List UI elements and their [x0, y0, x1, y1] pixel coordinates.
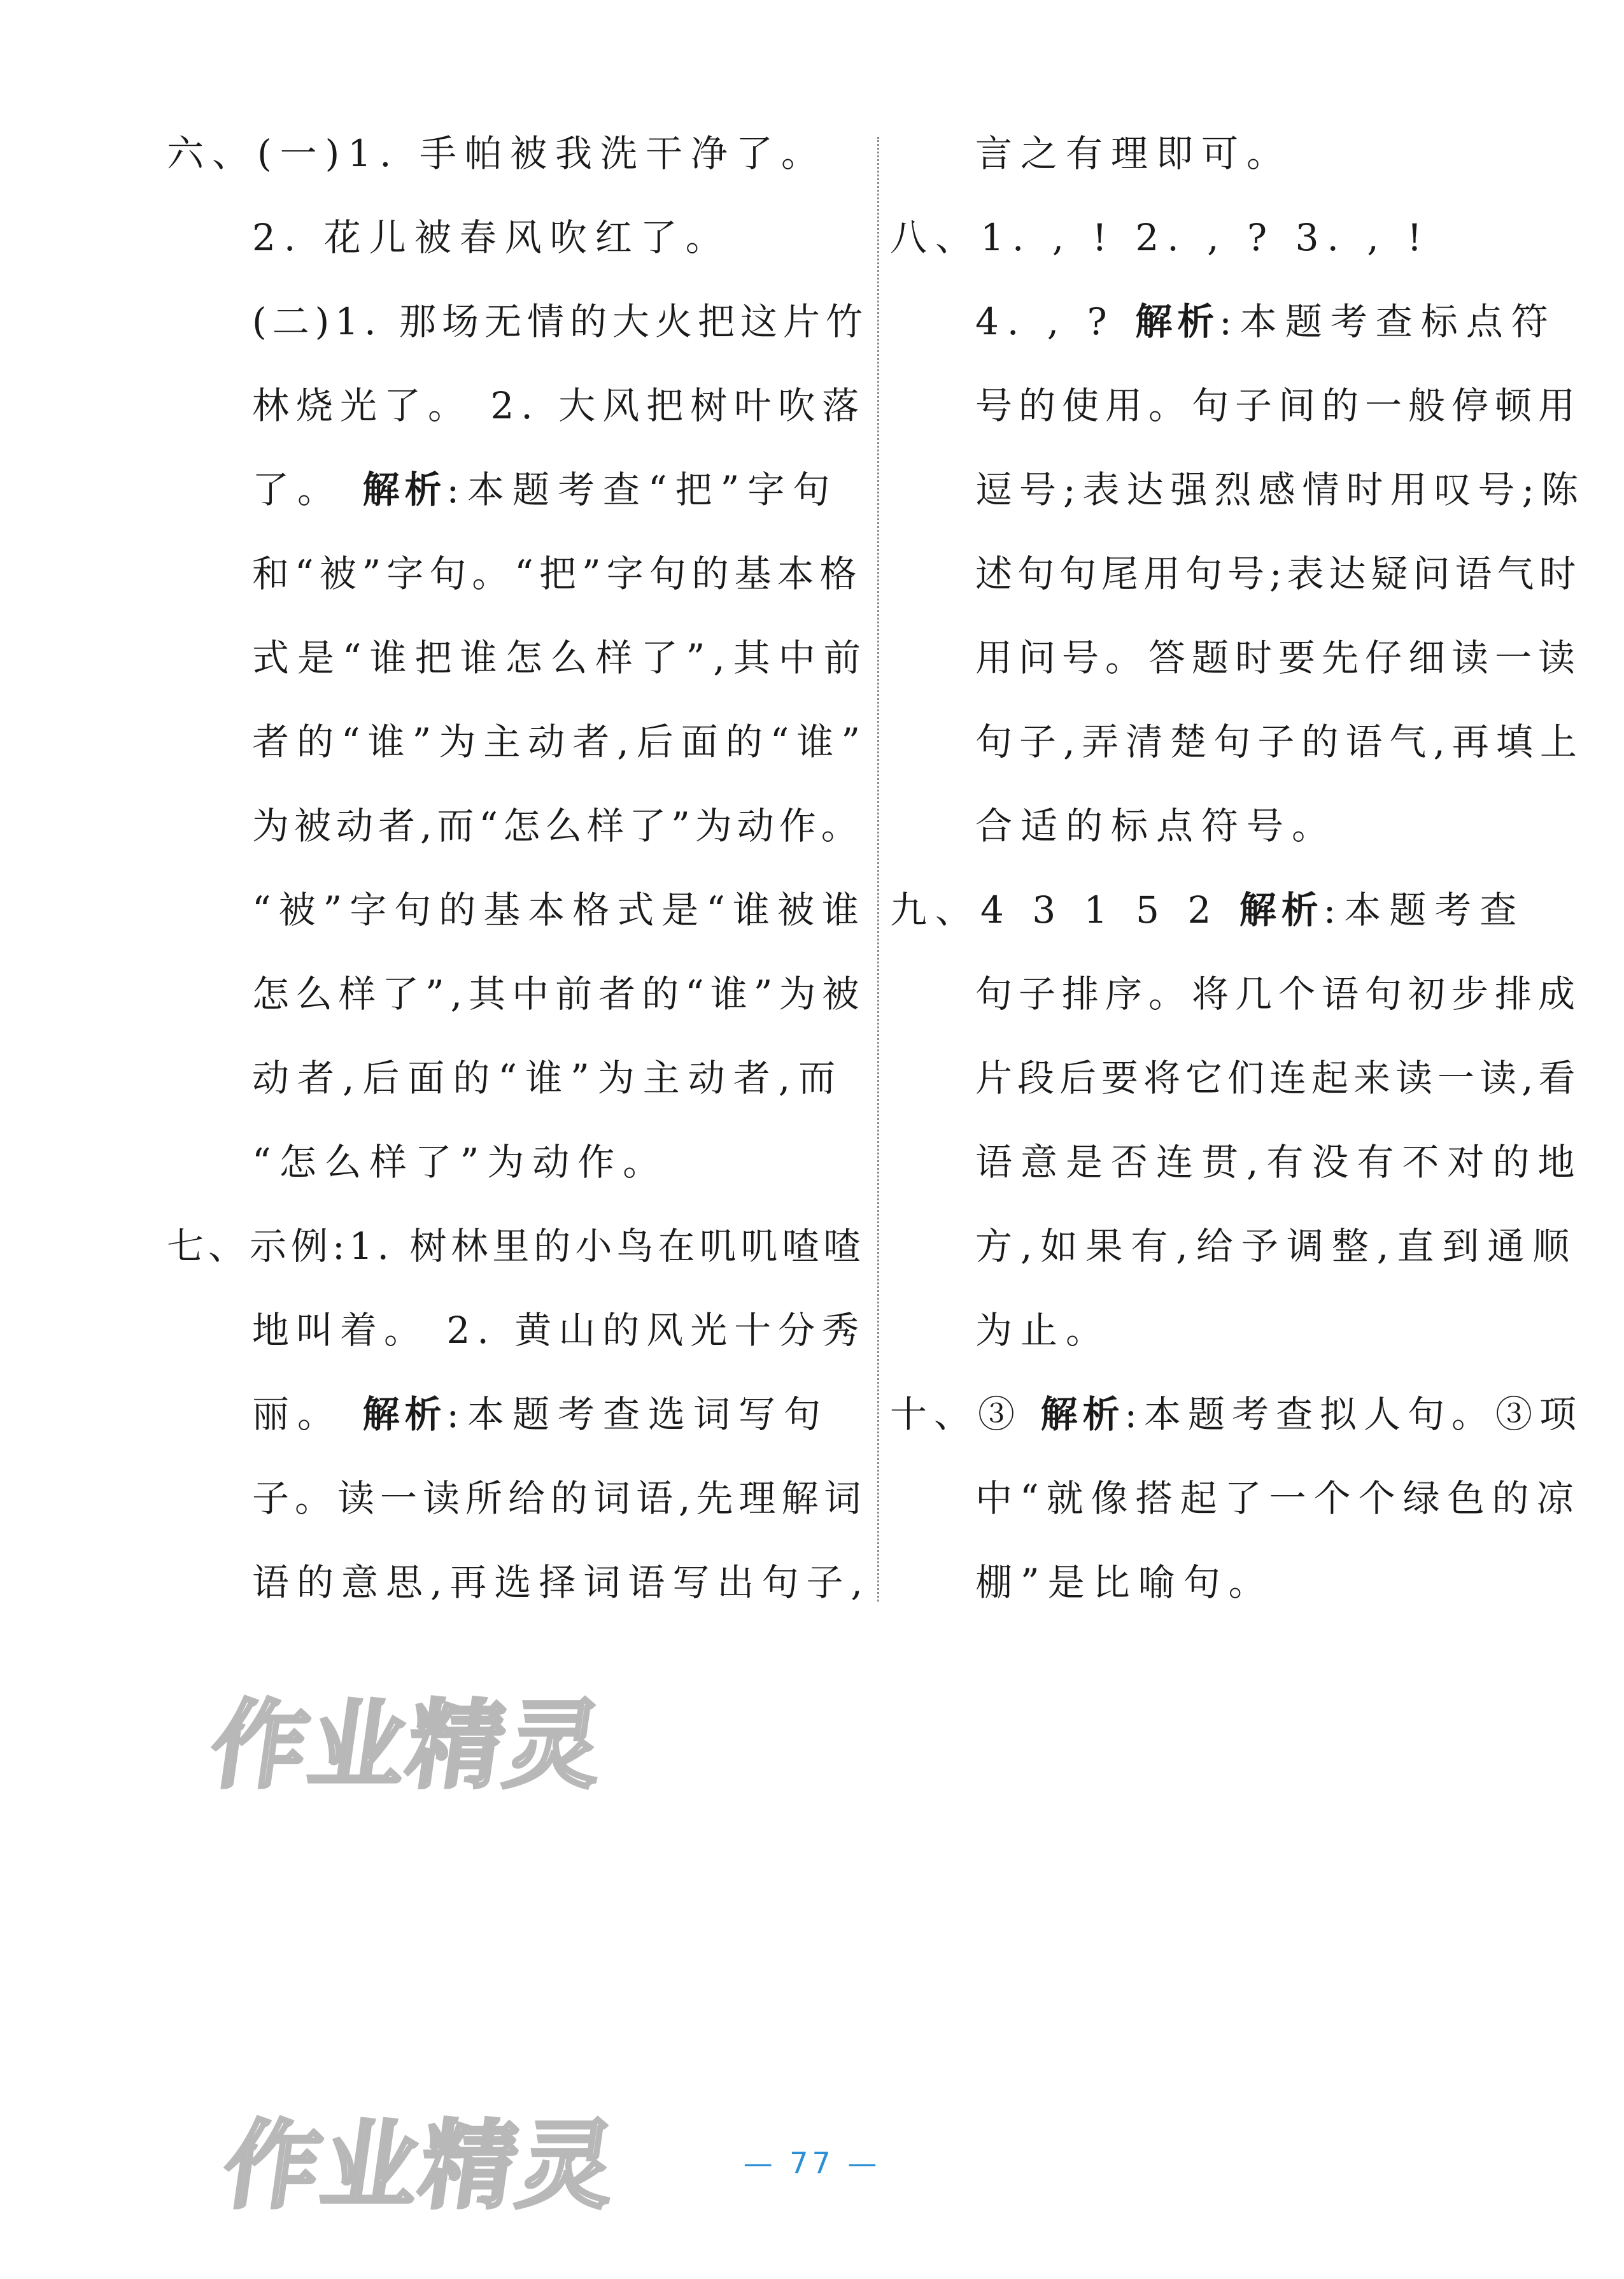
- line-text: 号的使用。句子间的一般停顿用: [975, 384, 1582, 427]
- text-line: [167, 195, 870, 280]
- watermark-logo: 作业精灵: [204, 1691, 612, 1801]
- text-line: [167, 784, 870, 868]
- analysis-text: :本题考查拟人句。③项: [1124, 1393, 1583, 1436]
- text-line: [167, 364, 870, 448]
- line-text: 子。读一读所给的词语,先理解词: [252, 1477, 867, 1520]
- analysis-text: :本题考查标点符: [1219, 300, 1557, 343]
- column-divider: [877, 137, 879, 1601]
- text-line: [890, 1036, 1589, 1120]
- line-text: 2. 花儿被春风吹红了。: [252, 216, 731, 259]
- text-line: [167, 532, 870, 616]
- text-line: [890, 1120, 1589, 1204]
- line-text: “被”字句的基本格式是“谁被谁: [252, 888, 866, 932]
- line-text: 十、③: [890, 1393, 1041, 1436]
- line-text: 逗号;表达强烈感情时用叹号;陈: [975, 468, 1586, 511]
- right-column: [890, 111, 1589, 1624]
- line-text: 用问号。答题时要先仔细读一读: [975, 636, 1582, 679]
- text-line: [890, 1204, 1589, 1288]
- text-line: [890, 195, 1589, 280]
- analysis-label: 解析: [1239, 888, 1324, 932]
- page-number: — 77 —: [743, 2146, 881, 2180]
- line-text: 林烧光了。 2. 大风把树叶吹落: [252, 384, 866, 427]
- text-line: [167, 700, 870, 784]
- line-text: 为被动者,而“怎么样了”为动作。: [252, 804, 863, 848]
- line-text: 片段后要将它们连起来读一读,看: [975, 1056, 1581, 1100]
- left-column: [167, 111, 870, 1624]
- text-line: [890, 532, 1589, 616]
- analysis-text: :本题考查: [1323, 888, 1525, 932]
- line-text: 中“就像搭起了一个个绿色的凉: [975, 1477, 1581, 1520]
- text-line: [890, 364, 1589, 448]
- line-text: 语意是否连贯,有没有不对的地: [975, 1140, 1583, 1184]
- text-line: [167, 1204, 870, 1288]
- text-line: [167, 280, 870, 364]
- text-line: [167, 1372, 870, 1456]
- text-line: [890, 111, 1589, 195]
- line-text: 地叫着。 2. 黄山的风光十分秀: [252, 1309, 866, 1352]
- line-text: 七、示例:1. 树林里的小鸟在叽叽喳喳: [167, 1225, 865, 1268]
- line-text: (二)1. 那场无情的大火把这片竹: [252, 300, 869, 343]
- line-text: 者的“谁”为主动者,后面的“谁”: [252, 720, 868, 763]
- text-line: [890, 448, 1589, 532]
- line-text: 动者,后面的“谁”为主动者,而: [252, 1056, 844, 1100]
- text-line: [890, 1456, 1589, 1540]
- line-text: 怎么样了”,其中前者的“谁”为被: [252, 972, 866, 1016]
- analysis-label: 解析: [362, 468, 447, 511]
- line-text: 言之有理即可。: [975, 132, 1292, 175]
- text-line: [890, 280, 1589, 364]
- analysis-label: 解析: [362, 1393, 447, 1436]
- line-text: 八、1. , ! 2. , ? 3. , !: [890, 216, 1430, 259]
- line-text: 句子,弄清楚句子的语气,再填上: [975, 720, 1584, 763]
- watermark-logo: 作业精灵: [216, 2111, 625, 2222]
- analysis-text: :本题考查选词写句: [446, 1393, 829, 1436]
- line-text: 方,如果有,给予调整,直到通顺: [975, 1225, 1578, 1268]
- text-line: [890, 1372, 1589, 1456]
- line-text: 九、4 3 1 5 2: [890, 888, 1239, 932]
- line-text: 合适的标点符号。: [975, 804, 1338, 848]
- analysis-label: 解析: [1040, 1393, 1125, 1436]
- text-line: [890, 700, 1589, 784]
- line-text: 4. , ?: [975, 300, 1136, 343]
- text-line: [890, 784, 1589, 868]
- text-line: [167, 1540, 870, 1624]
- analysis-label: 解析: [1135, 300, 1220, 343]
- text-line: [167, 111, 870, 195]
- line-text: 述句句尾用句号;表达疑问语气时: [975, 552, 1581, 595]
- text-line: [167, 616, 870, 700]
- line-text: 了。: [252, 468, 363, 511]
- line-text: “怎么样了”为动作。: [252, 1140, 668, 1184]
- text-line: [167, 1288, 870, 1372]
- text-line: [167, 1120, 870, 1204]
- text-line: [167, 448, 870, 532]
- line-text: 和“被”字句。“把”字句的基本格: [252, 552, 863, 595]
- analysis-text: :本题考查“把”字句: [446, 468, 838, 511]
- text-line: [890, 1288, 1589, 1372]
- text-line: [167, 1456, 870, 1540]
- line-text: 语的意思,再选择词语写出句子,: [252, 1561, 870, 1604]
- text-line: [167, 952, 870, 1036]
- line-text: 丽。: [252, 1393, 363, 1436]
- text-line: [890, 868, 1589, 952]
- text-line: [890, 1540, 1589, 1624]
- line-text: 式是“谁把谁怎么样了”,其中前: [252, 636, 869, 679]
- line-text: 句子排序。将几个语句初步排成: [975, 972, 1582, 1016]
- text-line: [890, 952, 1589, 1036]
- line-text: 为止。: [975, 1309, 1112, 1352]
- text-line: [167, 868, 870, 952]
- line-text: 六、(一)1. 手帕被我洗干净了。: [167, 132, 827, 175]
- text-line: [890, 616, 1589, 700]
- line-text: 棚”是比喻句。: [975, 1561, 1274, 1604]
- text-line: [167, 1036, 870, 1120]
